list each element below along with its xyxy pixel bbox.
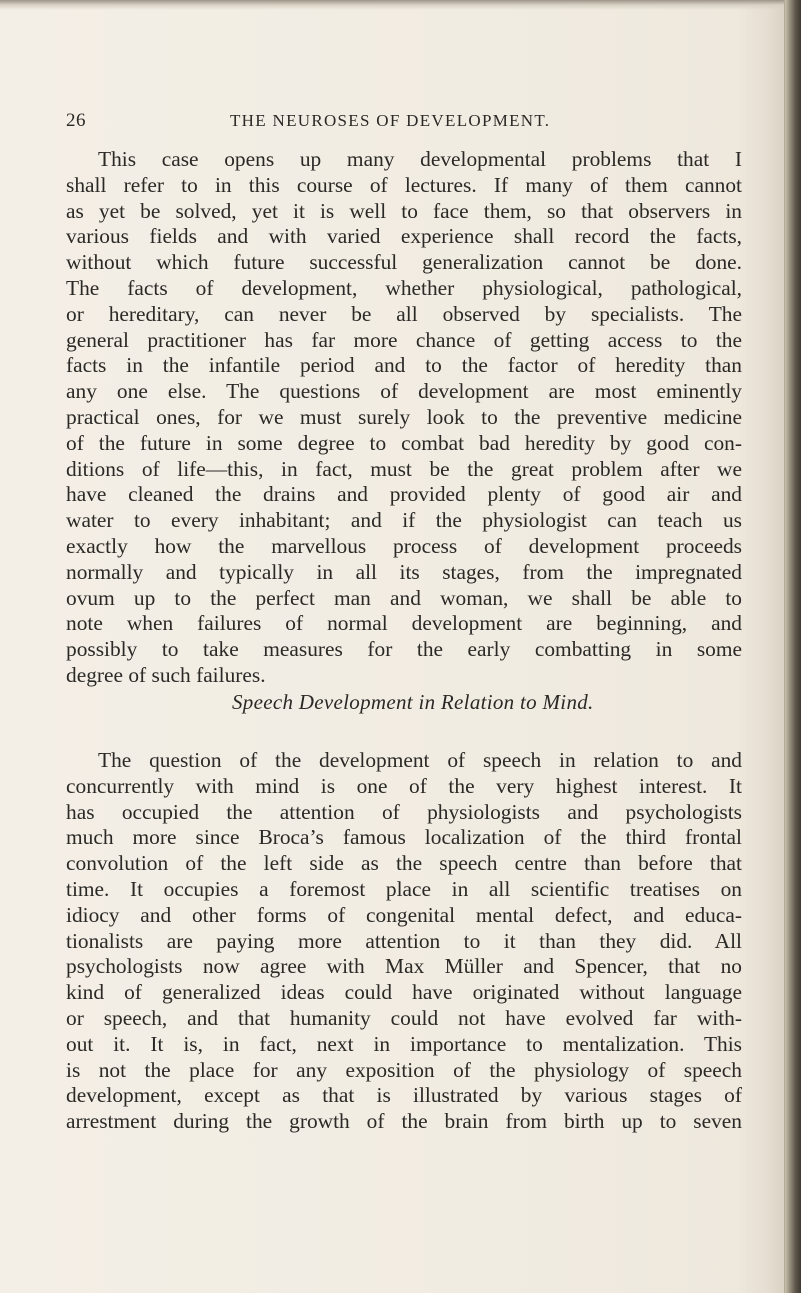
text-line: possibly to take measures for the early combatting in some: [66, 637, 742, 662]
page-number: 26: [66, 110, 86, 131]
text-line: water to every inhabitant; and if the physiologist can teach us: [66, 508, 742, 533]
text-line: development, except as that is illustrated by various stages of: [66, 1083, 742, 1108]
text-line: convolution of the left side as the speech centre than before that: [66, 851, 742, 876]
running-title: THE NEUROSES OF DEVELOPMENT.: [230, 111, 551, 130]
text-line: note when failures of normal development are beginning, and: [66, 611, 742, 636]
text-line: facts in the infantile period and to the factor of heredity than: [66, 353, 742, 378]
text-line: or hereditary, can never be all observed by specialists. The: [66, 301, 742, 326]
text-line: or speech, and that humanity could not have evolved far with-: [66, 1006, 742, 1030]
text-line: concurrently with mind is one of the very highest interest. It: [66, 773, 742, 798]
text-line: much more since Broca’s famous localization of the third frontal: [66, 825, 742, 850]
text-line: as yet be solved, yet it is well to face them, so that observers in: [66, 198, 742, 223]
text-line: any one else. The questions of development are most eminently: [66, 379, 742, 404]
text-line: normally and typically in all its stages, from the impregnated: [66, 559, 742, 584]
text-line: kind of generalized ideas could have originated without language: [66, 980, 742, 1005]
text-line: degree of such failures.: [66, 663, 266, 687]
text-line: practical ones, for we must surely look to the preventive medicine: [66, 405, 742, 429]
text-line: time. It occupies a foremost place in all scientific treatises on: [66, 877, 742, 901]
text-line: have cleaned the drains and provided plenty of good air and: [66, 482, 742, 507]
text-line: is not the place for any exposition of the physiology of speech: [66, 1057, 742, 1082]
text-line: ditions of life—this, in fact, must be the great problem after we: [66, 456, 742, 481]
text-line: has occupied the attention of physiologists and psychologists: [66, 799, 742, 824]
text-line: tionalists are paying more attention to it than they did. All: [66, 928, 742, 953]
text-line: exactly how the marvellous process of development proceeds: [66, 534, 742, 558]
section-heading: Speech Development in Relation to Mind.: [232, 690, 594, 714]
text-line: general practitioner has far more chance of getting access to the: [66, 327, 742, 352]
text-line: various fields and with varied experience shall record the facts,: [66, 224, 742, 249]
text-line: psychologists now agree with Max Müller and Spencer, that no: [66, 954, 742, 979]
text-line: of the future in some degree to combat bad heredity by good con-: [66, 430, 742, 455]
page-top-shadow: [0, 0, 801, 10]
text-line: idiocy and other forms of congenital mental defect, and educa-: [66, 902, 742, 927]
text-line: ovum up to the perfect man and woman, we shall be able to: [66, 585, 742, 610]
text-line: shall refer to in this course of lectures. If many of them cannot: [66, 172, 742, 197]
text-line: This case opens up many developmental problems that I: [98, 147, 742, 171]
text-line: without which future successful generalization cannot be done.: [66, 250, 742, 275]
text-line: arrestment during the growth of the brain from birth up to seven: [66, 1109, 742, 1134]
text-line: The facts of development, whether physiological, pathological,: [66, 276, 742, 300]
book-edge-strip: [785, 0, 801, 1293]
text-line: The question of the development of speech in relation to and: [98, 748, 742, 772]
page-header: [66, 110, 746, 132]
text-line: out it. It is, in fact, next in importance to mentalization. This: [66, 1031, 742, 1056]
